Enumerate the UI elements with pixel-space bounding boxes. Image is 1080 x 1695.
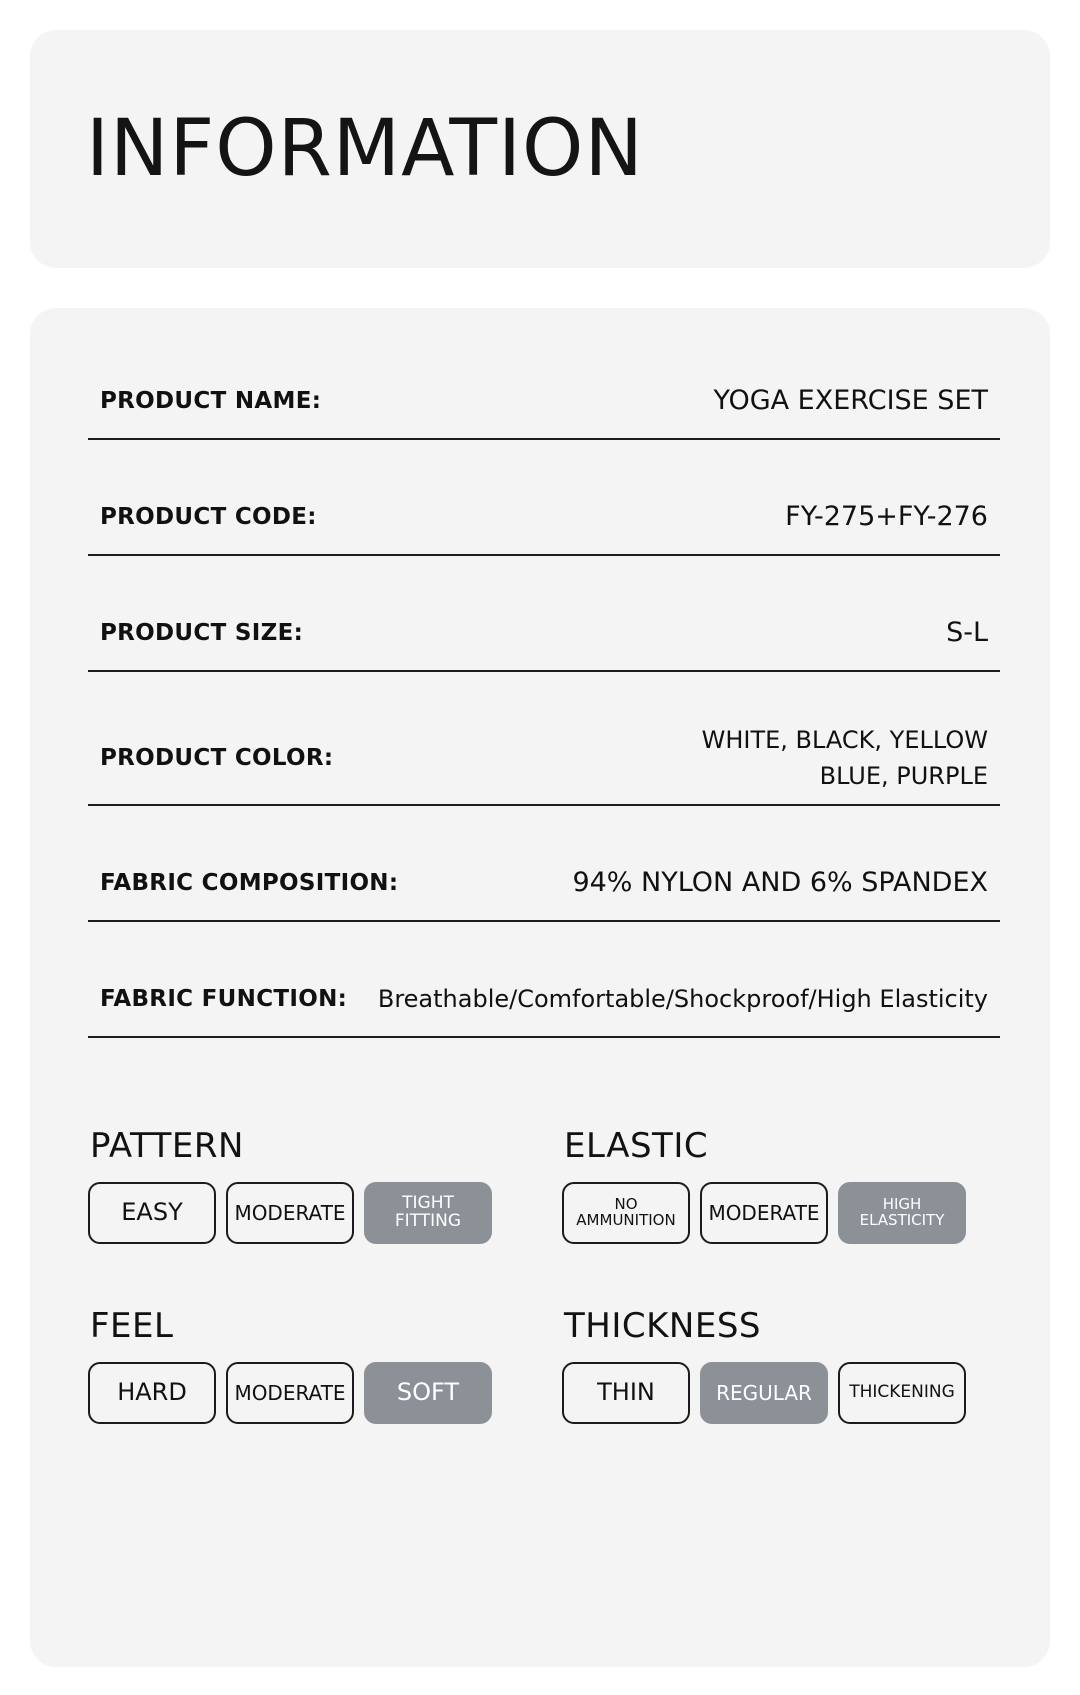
attribute-grid — [88, 1126, 1000, 1424]
attribute-option-label: HIGH ELASTICITY — [859, 1195, 945, 1229]
attribute-option-label: REGULAR — [716, 1380, 812, 1405]
attribute-group-pattern — [88, 1126, 526, 1244]
attribute-option-label: NO AMMUNITION — [576, 1195, 676, 1229]
attribute-option[interactable] — [88, 1182, 216, 1244]
attribute-option[interactable] — [838, 1362, 966, 1424]
attribute-option-label: HARD — [117, 1378, 187, 1407]
attribute-option-selected[interactable] — [364, 1362, 492, 1424]
attribute-group-feel — [88, 1306, 526, 1424]
specification-table — [88, 368, 1000, 1038]
attribute-option-label: MODERATE — [234, 1200, 346, 1225]
information-card — [30, 308, 1050, 1667]
spec-row — [88, 716, 1000, 806]
spec-row — [88, 368, 1000, 440]
attribute-option[interactable] — [562, 1182, 690, 1244]
spec-row — [88, 966, 1000, 1038]
spec-value: Breathable/Comfortable/Shockproof/High Elasticity — [377, 984, 988, 1013]
attribute-option[interactable] — [226, 1362, 354, 1424]
attribute-option-label: SOFT — [396, 1378, 460, 1407]
attribute-option-label: EASY — [121, 1198, 183, 1227]
attribute-title: PATTERN — [90, 1126, 244, 1166]
spec-label: FABRIC COMPOSITION: — [100, 870, 399, 896]
attribute-group-elastic — [562, 1126, 1000, 1244]
spec-label: PRODUCT NAME: — [100, 388, 322, 414]
attribute-option-row — [88, 1362, 526, 1424]
attribute-option-row — [562, 1362, 1000, 1424]
attribute-title: ELASTIC — [564, 1126, 709, 1166]
attribute-option-label: MODERATE — [708, 1200, 820, 1225]
attribute-option-label: THICKENING — [849, 1382, 955, 1403]
attribute-option-selected[interactable] — [700, 1362, 828, 1424]
spec-value: 94% NYLON AND 6% SPANDEX — [572, 867, 988, 899]
attribute-option-label: MODERATE — [234, 1380, 346, 1405]
attribute-option-row — [88, 1182, 526, 1244]
spec-value: S-L — [946, 617, 988, 649]
spec-value: YOGA EXERCISE SET — [713, 385, 988, 417]
attribute-option-selected[interactable] — [364, 1182, 492, 1244]
attribute-option[interactable] — [700, 1182, 828, 1244]
attribute-group-thickness — [562, 1306, 1000, 1424]
spec-label: PRODUCT SIZE: — [100, 620, 304, 646]
spec-row — [88, 484, 1000, 556]
spec-value: WHITE, BLACK, YELLOW BLUE, PURPLE — [701, 726, 988, 790]
attribute-option-row — [562, 1182, 1000, 1244]
attribute-option-label: TIGHT FITTING — [394, 1193, 462, 1231]
attribute-option[interactable] — [562, 1362, 690, 1424]
spec-value: FY-275+FY-276 — [785, 501, 988, 533]
attribute-option-selected[interactable] — [838, 1182, 966, 1244]
page-title: INFORMATION — [86, 104, 644, 194]
spec-label: FABRIC FUNCTION: — [100, 986, 348, 1012]
spec-row — [88, 600, 1000, 672]
attribute-title: FEEL — [90, 1306, 174, 1346]
attribute-option-label: THIN — [597, 1378, 655, 1407]
spec-label: PRODUCT COLOR: — [100, 745, 334, 771]
spec-row — [88, 850, 1000, 922]
header-card — [30, 30, 1050, 268]
spec-label: PRODUCT CODE: — [100, 504, 317, 530]
attribute-title: THICKNESS — [564, 1306, 761, 1346]
attribute-option[interactable] — [88, 1362, 216, 1424]
attribute-option[interactable] — [226, 1182, 354, 1244]
